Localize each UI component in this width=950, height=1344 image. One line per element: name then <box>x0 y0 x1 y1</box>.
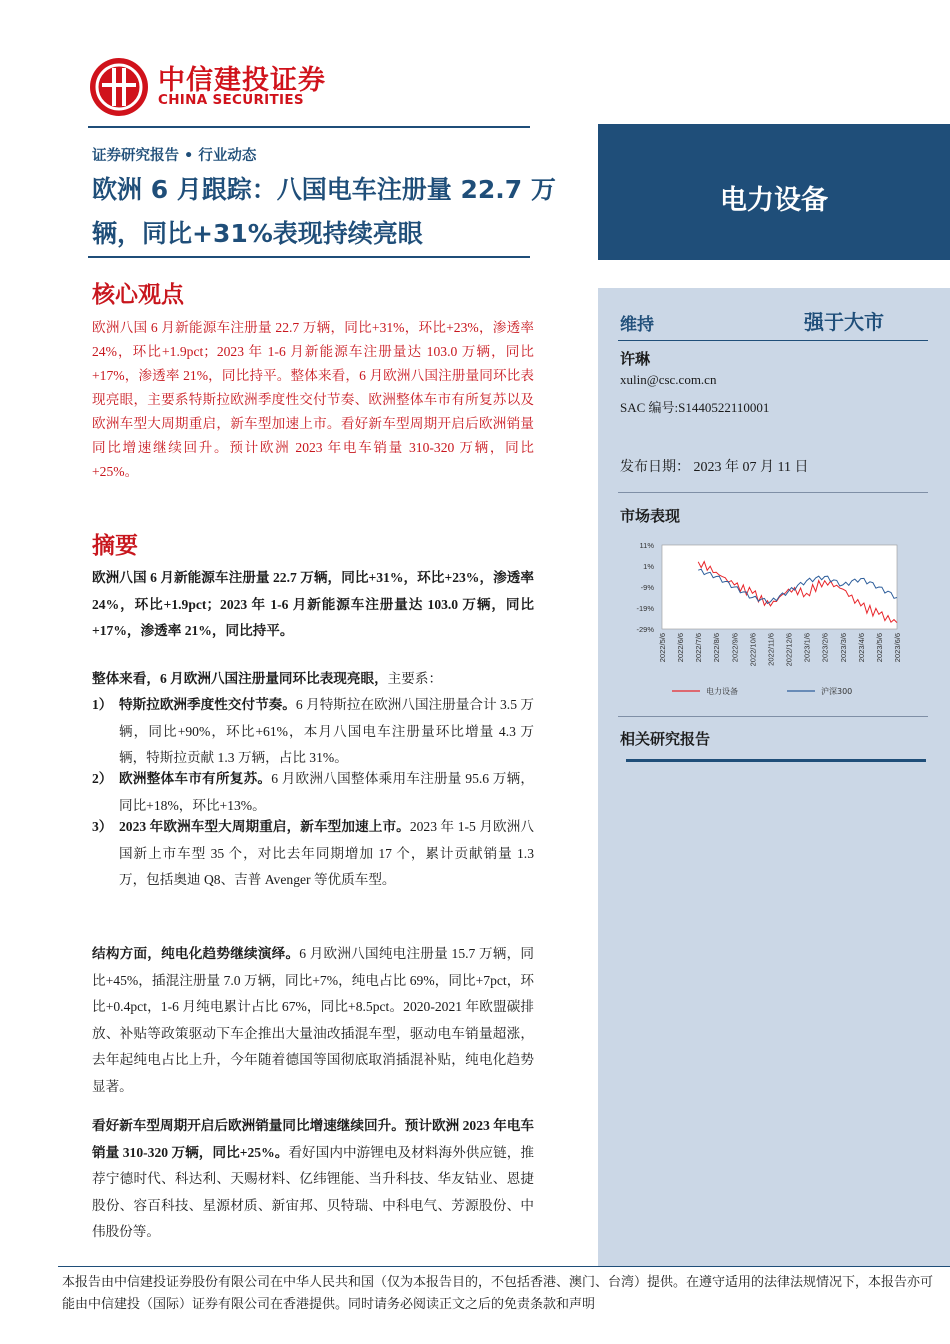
brand-name-cn: 中信建投证券 <box>158 65 326 96</box>
y-tick-label: 1% <box>643 562 654 571</box>
summary-paragraph-3 <box>92 941 534 1100</box>
summary-paragraph-2-bold: 整体来看，6 月欧洲八国注册量同环比表现亮眼， <box>92 671 388 686</box>
summary-paragraph-4-bold: 看好新车型周期开启后欧洲销量同比增速继续回升。预计欧洲 2023 年电车销量 310-320 万辆，同比+25%。 <box>92 1118 534 1160</box>
summary-paragraph-2-text: 主要系： <box>387 671 443 686</box>
rating-divider <box>618 340 928 341</box>
industry-name: 电力设备 <box>720 185 828 216</box>
rating: 强于大市 <box>804 310 884 334</box>
analyst-email[interactable]: xulin@csc.com.cn <box>620 372 717 387</box>
legend-label: 沪深300 <box>821 687 853 696</box>
x-tick-label: 2022/7/6 <box>694 633 704 663</box>
x-tick-label: 2023/1/6 <box>802 633 812 663</box>
summary-paragraph-4-text: 看好国内中游锂电及材料海外供应链，推荐宁德时代、科达利、天赐材料、亿纬锂能、当升科技、华友钴业、恩捷股份、容百科技、星源材质、新宙邦、贝特瑞、中科电气、芳源股份、中伟股份等。 <box>92 1144 534 1239</box>
list-item <box>92 766 534 819</box>
title-divider <box>88 256 530 258</box>
list-item <box>92 814 534 894</box>
x-tick-label: 2023/2/6 <box>820 633 830 663</box>
market-performance-chart <box>612 533 912 703</box>
list-item-text: 2023 年 1-5 月欧洲八国新上市车型 35 个，对比去年同期增加 17 个，累计贡献销量 1.3 万，包括奥迪 Q8、吉普 Avenger 等优质车型。 <box>119 819 534 887</box>
core-view-title: 核心观点 <box>92 282 184 308</box>
x-tick-label: 2022/5/6 <box>658 633 667 663</box>
header-divider <box>88 126 530 128</box>
summary-paragraph-1-bold: 欧洲八国 6 月新能源车注册量 22.7 万辆，同比+31%，环比+23%，渗透率 24%，环比+1.9pct；2023 年 1-6 月新能源车注册量达 103.0 万辆，同比+17%，渗透率 21%，同比持平。 <box>92 570 534 638</box>
related-reports-divider <box>626 759 926 762</box>
y-tick-label: 11% <box>639 541 654 550</box>
list-item-number: 2） <box>92 771 113 786</box>
footer-divider <box>58 1266 950 1267</box>
analyst-sac-number: SAC 编号:S1440522110001 <box>620 400 770 415</box>
related-reports-title: 相关研究报告 <box>620 730 711 748</box>
x-tick-label: 2022/6/6 <box>676 633 686 663</box>
x-tick-label: 2022/9/6 <box>730 633 740 663</box>
date-divider <box>618 492 928 493</box>
core-view-text: 欧洲八国 6 月新能源车注册量 22.7 万辆，同比+31%，环比+23%，渗透率 24%，环比+1.9pct；2023 年 1-6 月新能源车注册量达 103.0 万辆，同比+17%，渗透率 21%，同比持平。整体来看，6 月欧洲八国注册量同环比表现亮眼，主要系特斯拉欧洲季度性交付节奏、欧洲整体车市有所复苏以及欧洲车型大周期重启，新车型加速上市。看好新车型周期开启后欧洲销量同比增速继续回升。预计欧洲 2023 年电车销量 310-320 万辆，同比+25%。 <box>92 320 534 479</box>
summary-paragraph-1 <box>92 565 534 645</box>
market-performance-title: 市场表现 <box>620 507 681 525</box>
sidebar-panel <box>598 288 950 1266</box>
list-item-bold: 2023 年欧洲车型大周期重启，新车型加速上市。 <box>119 819 410 834</box>
publish-date: 发布日期： 2023 年 07 月 11 日 <box>620 460 809 475</box>
china-securities-logo-icon <box>88 56 150 118</box>
footer-disclaimer: 本报告由中信建投证券股份有限公司在中华人民共和国（仅为本报告目的，不包括香港、澳门、台湾）提供。在遵守适用的法律法规情况下，本报告亦可能由中信建投（国际）证券有限公司在香港提供。同时请务必阅读正文之后的免责条款和声明 <box>62 1275 934 1312</box>
list-item-bold: 欧洲整体车市有所复苏。 <box>119 771 272 786</box>
x-tick-label: 2023/3/6 <box>838 633 848 663</box>
list-item-text: 6 月欧洲八国整体乘用车注册量 95.6 万辆，同比+18%，环比+13%。 <box>119 771 535 813</box>
report-type: 证券研究报告 • 行业动态 <box>92 148 257 164</box>
list-item-number: 3） <box>92 819 113 834</box>
y-tick-label: -9% <box>640 583 654 592</box>
summary-paragraph-2 <box>92 666 534 693</box>
y-tick-label: -29% <box>636 625 654 634</box>
x-tick-label: 2023/5/6 <box>874 633 884 663</box>
list-item-number: 1） <box>92 697 113 712</box>
x-tick-label: 2022/8/6 <box>712 633 722 663</box>
brand-name-en: CHINA SECURITIES <box>158 92 304 108</box>
summary-paragraph-3-text: 6 月欧洲八国纯电注册量 15.7 万辆，同比+45%，插混注册量 7.0 万辆，同比+7%，纯电占比 69%，同比+7pct，环比+0.4pct，1-6 月纯电累计占比 67%，同比+8.5pct。2020-2021 年欧盟碳排放、补贴等政策驱动下车企推出大量油改插混车型，驱动电车销量超涨，去年起纯电占比上升，今年随着德国等国彻底取消插混补贴，纯电化趋势显著。 <box>92 946 535 1094</box>
x-tick-label: 2022/10/6 <box>748 633 758 667</box>
summary-paragraph-4 <box>92 1113 534 1246</box>
x-tick-label: 2022/11/6 <box>766 633 776 666</box>
list-item <box>92 692 534 772</box>
rating-action: 维持 <box>620 315 654 335</box>
x-tick-label: 2022/12/6 <box>784 633 794 667</box>
y-tick-label: -19% <box>636 604 654 613</box>
chart-divider <box>618 716 928 717</box>
summary-paragraph-3-bold: 结构方面，纯电化趋势继续演绎。 <box>92 946 300 961</box>
summary-title: 摘要 <box>92 533 138 559</box>
list-item-bold: 特斯拉欧洲季度性交付节奏。 <box>119 697 296 712</box>
x-tick-label: 2023/6/6 <box>893 633 902 663</box>
analyst-name: 许琳 <box>620 350 651 368</box>
report-title: 欧洲 6 月跟踪：八国电车注册量 22.7 万辆，同比+31%表现持续亮眼 <box>92 175 556 248</box>
legend-label: 电力设备 <box>706 687 738 696</box>
list-item-text: 6 月特斯拉在欧洲八国注册量合计 3.5 万辆，同比+90%，环比+61%，本月八国电车注册量环比增量 4.3 万辆，特斯拉贡献 1.3 万辆，占比 31%。 <box>119 697 535 765</box>
plot-area <box>662 545 897 629</box>
x-tick-label: 2023/4/6 <box>856 633 866 663</box>
